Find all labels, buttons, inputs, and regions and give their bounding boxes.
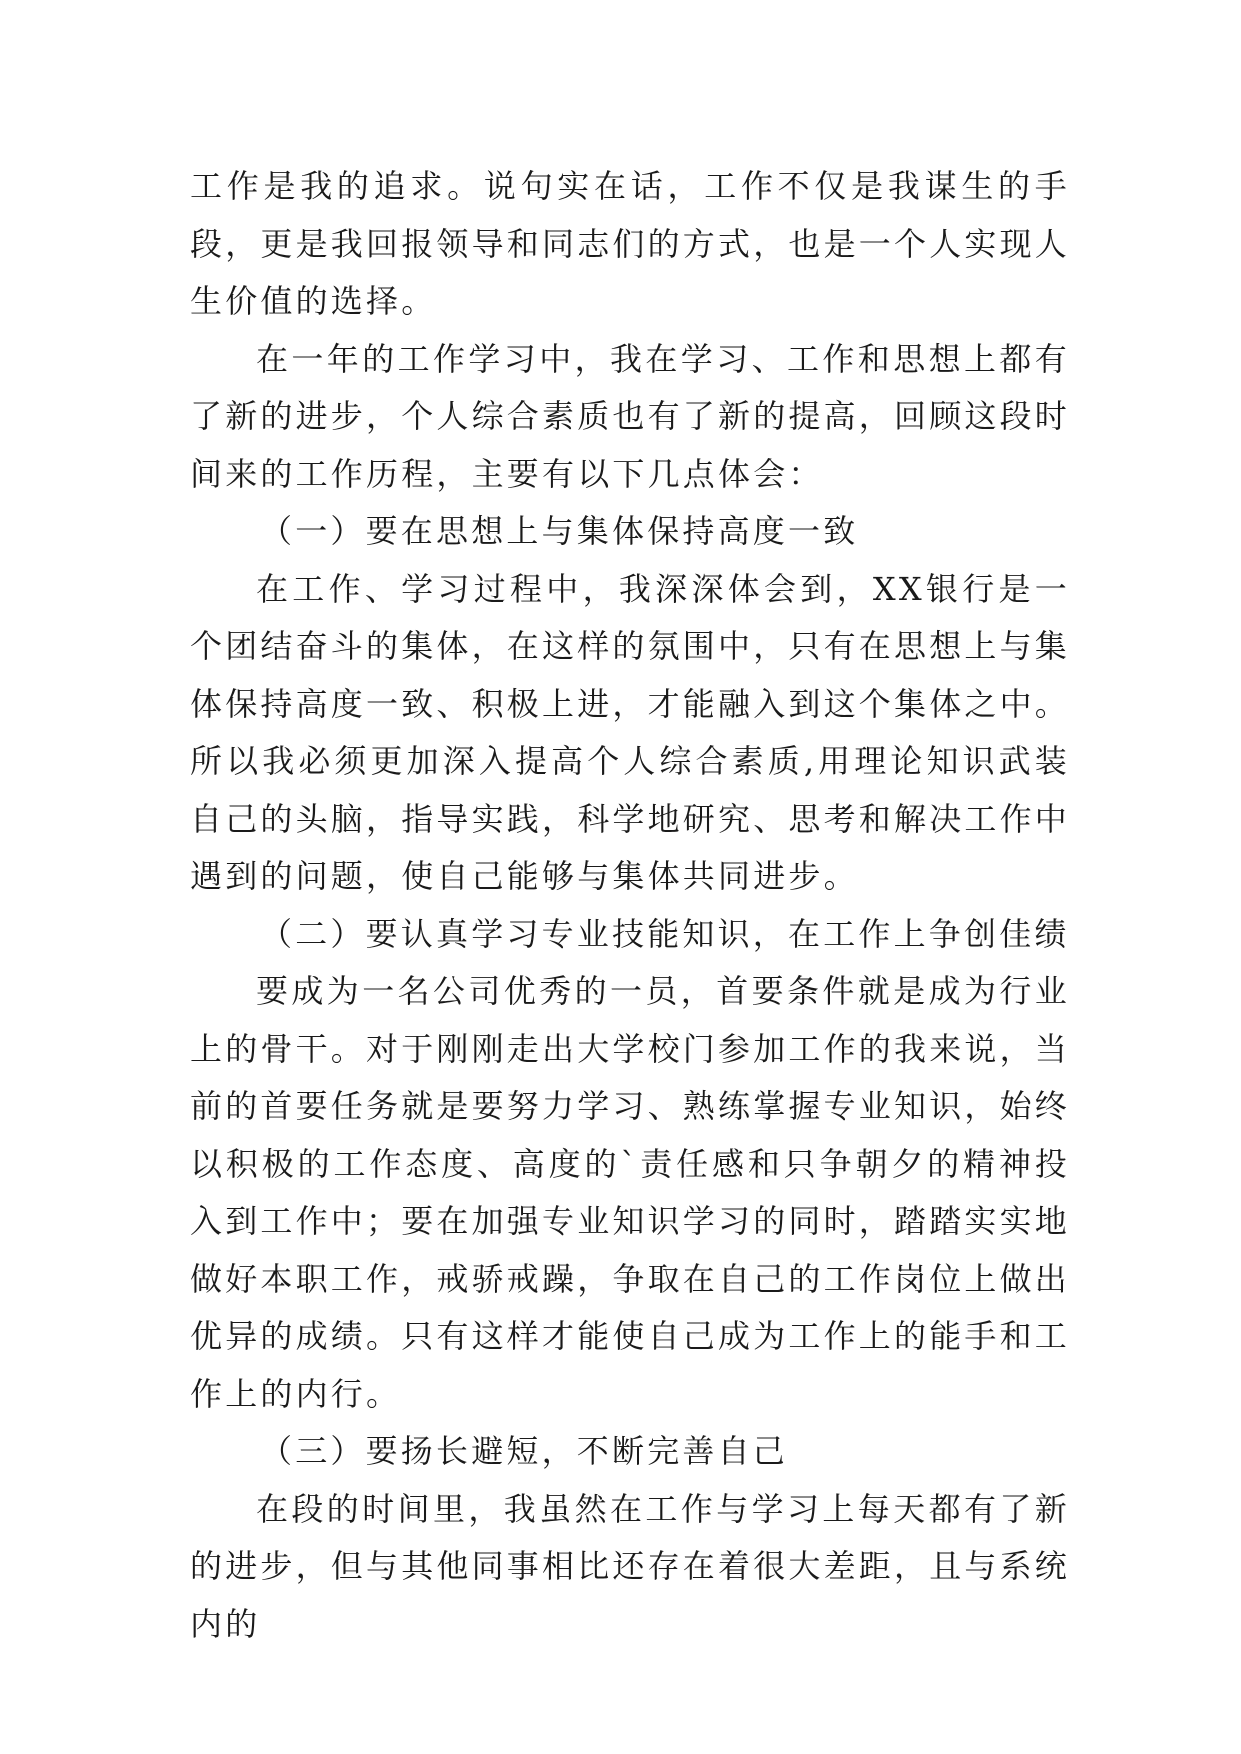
section-heading-3: （三）要扬长避短，不断完善自己: [260, 1432, 789, 1470]
paragraph-5: 在段的时间里，我虽然在工作与学习上每天都有了新的进步，但与其他同事相比还存在着很大差距，且与系统内的: [190, 1489, 1071, 1643]
paragraph-4: 要成为一名公司优秀的一员，首要条件就是成为行业上的骨干。对于刚刚走出大学校门参加工作的我来说，当前的首要任务就是要努力学习、熟练掌握专业知识，始终以积极的工作态度、高度的`责任感和只争朝夕的精神投入到工作中；要在加强专业知识学习的同时，踏踏实实地做好本职工作，戒骄戒躁，争取在自己的工作岗位上做出优异的成绩。只有这样才能使自己成为工作上的能手和工作上的内行。: [190, 972, 1071, 1413]
section-heading-1: （一）要在思想上与集体保持高度一致: [260, 512, 859, 550]
paragraph-2: 在一年的工作学习中，我在学习、工作和思想上都有了新的进步，个人综合素质也有了新的提高，回顾这段时间来的工作历程，主要有以下几点体会：: [190, 339, 1071, 493]
section-heading-2: （二）要认真学习专业技能知识，在工作上争创佳绩: [260, 914, 1070, 953]
paragraph-1: 工作是我的追求。说句实在话，工作不仅是我谋生的手段，更是我回报领导和同志们的方式，也是一个人实现人生价值的选择。: [190, 167, 1071, 320]
paragraph-3: 在工作、学习过程中，我深深体会到，XX银行是一个团结奋斗的集体，在这样的氛围中，只有在思想上与集体保持高度一致、积极上进，才能融入到这个集体之中。所以我必须更加深入提高个人综合素质,用理论知识武装自己的头脑，指导实践，科学地研究、思考和解决工作中遇到的问题，使自己能够与集体共同进步。: [190, 569, 1071, 895]
document-body: [190, 158, 1070, 1653]
